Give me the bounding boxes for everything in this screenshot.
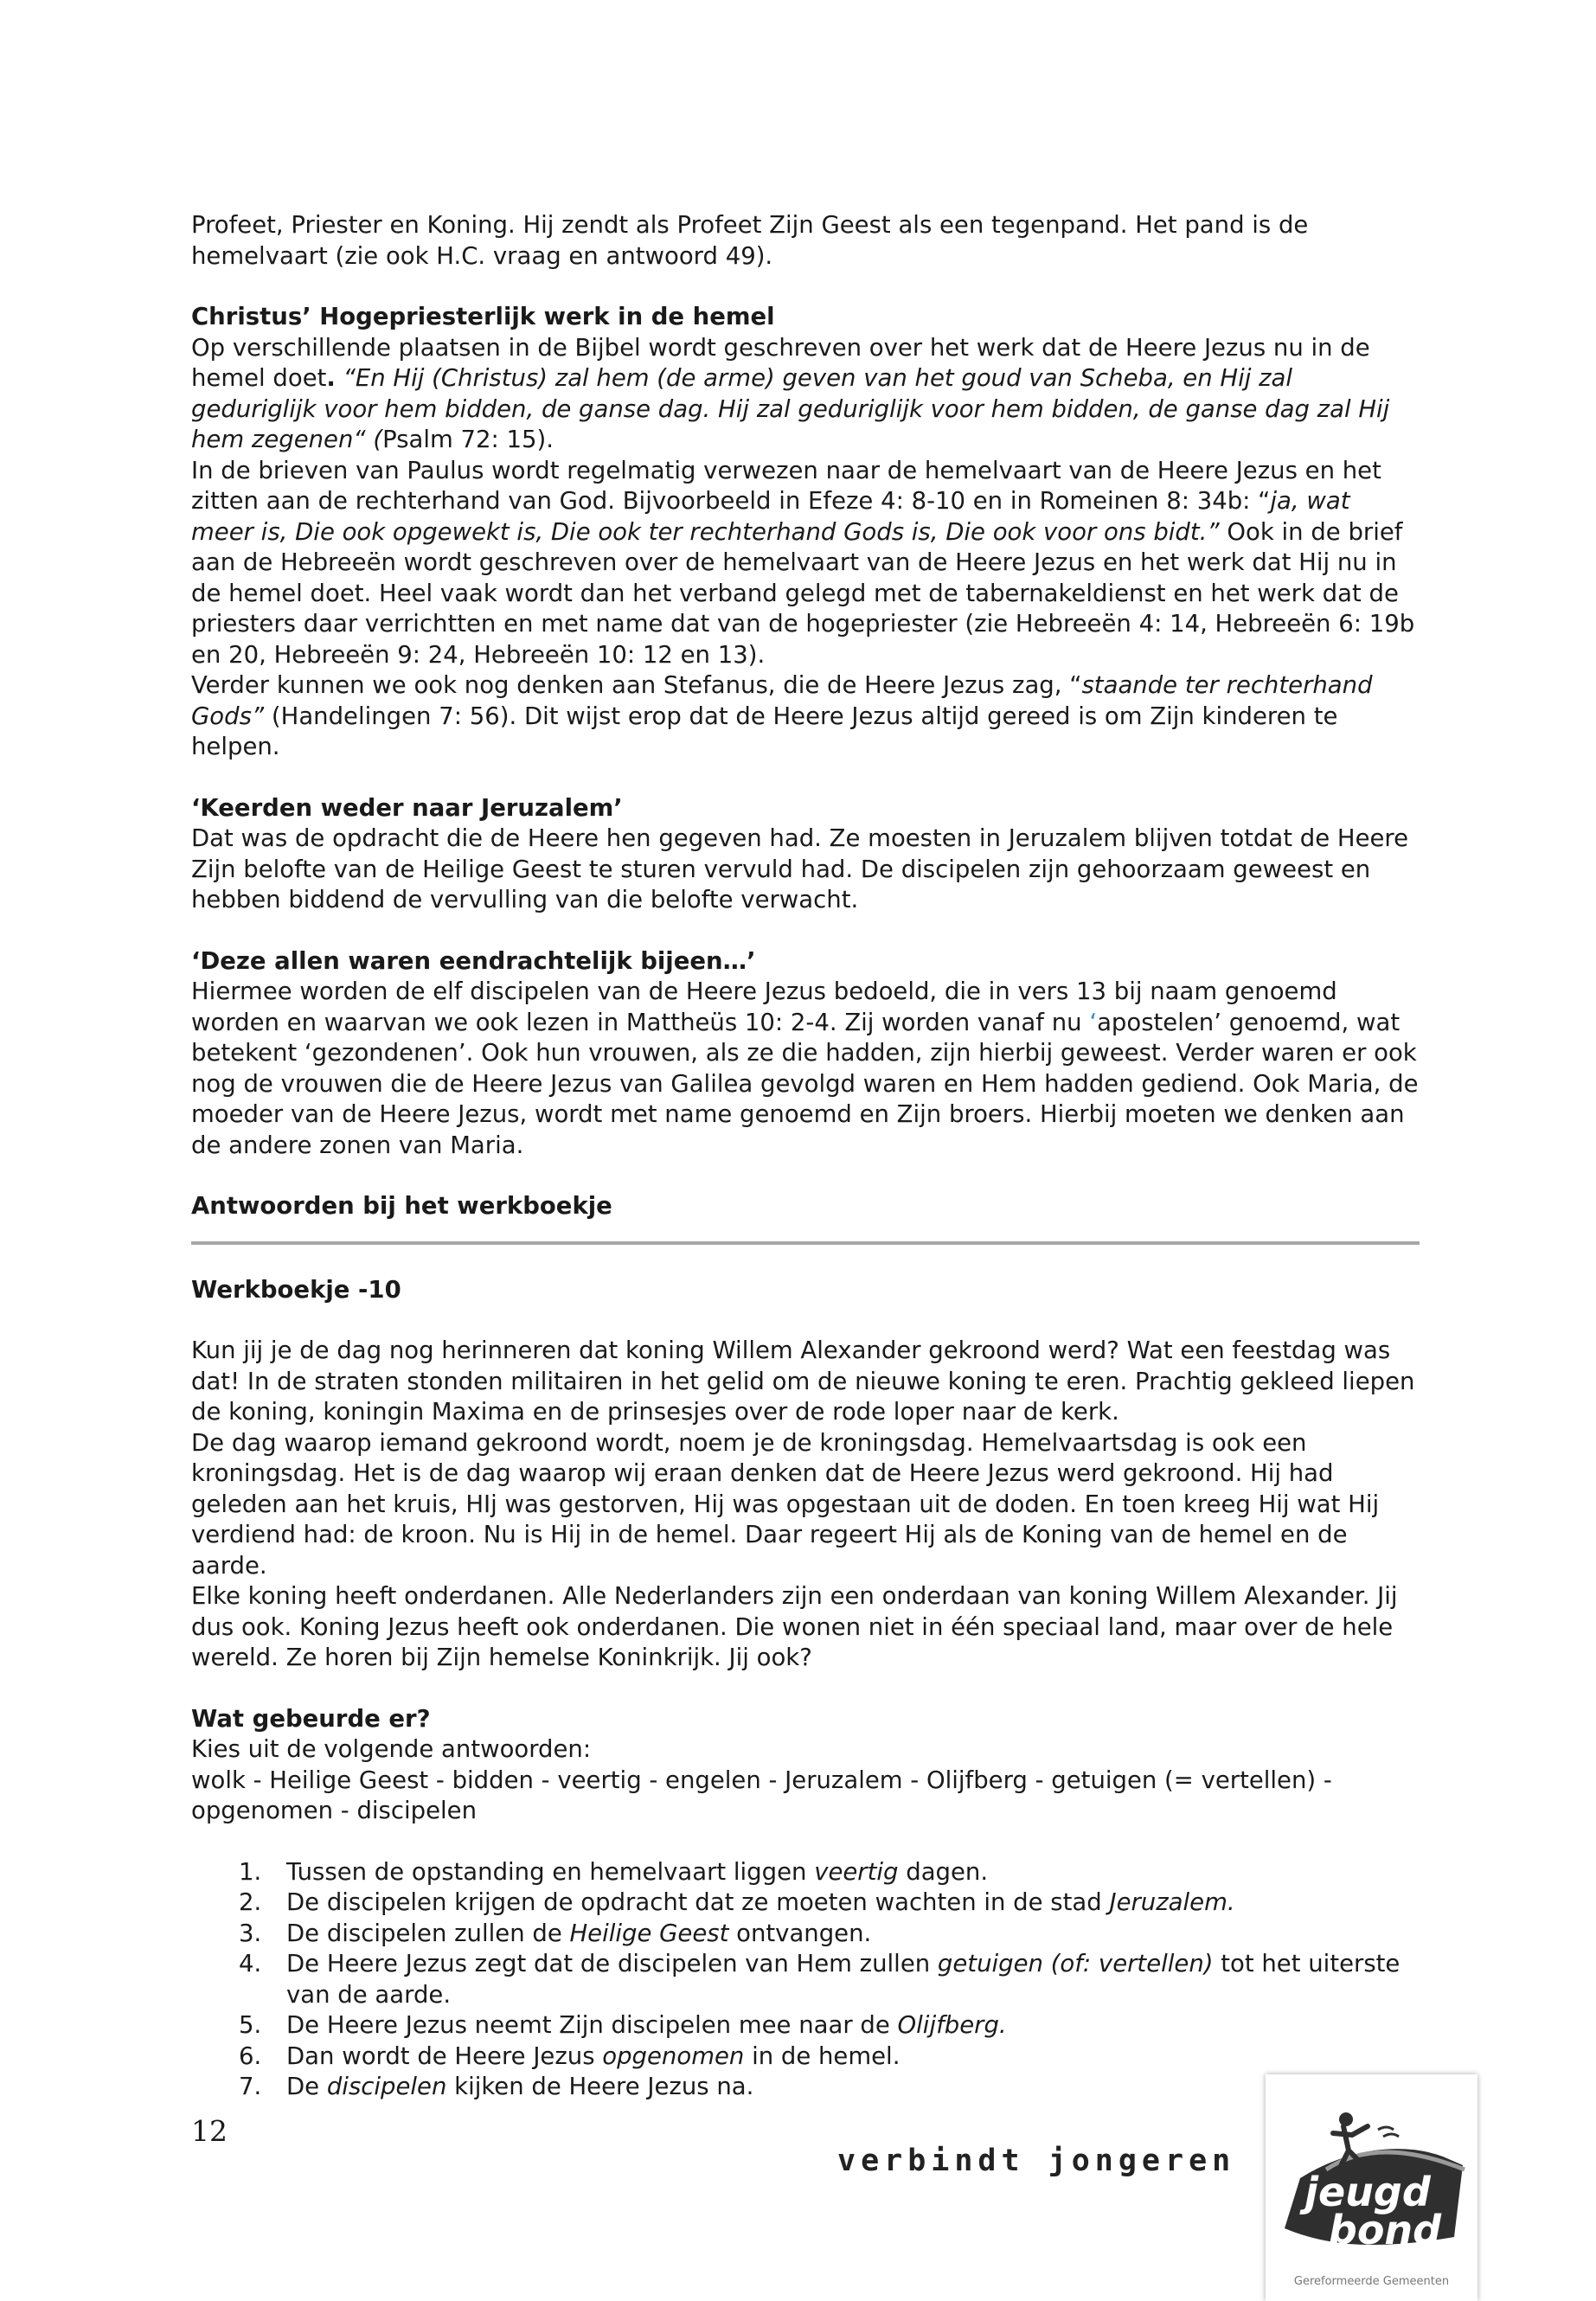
item-number: 5.: [239, 2011, 262, 2039]
item-number: 4.: [239, 1950, 262, 1977]
wat-heading: Wat gebeurde er?: [191, 1704, 431, 1733]
item-number: 6.: [239, 2041, 262, 2070]
quote-span: “En Hij (Christus) zal hem (de arme) geven van het goud van Scheba, en Hij zal geduriglijk voor hem bidden, de ganse dag. Hij zal geduriglijk voor hem bidden, de ganse dag zal Hij hem zegenen“ (: [191, 364, 1390, 453]
section-heading: Christus’ Hogepriesterlijk werk in de hemel: [191, 303, 775, 330]
section-paragraph: [191, 333, 1420, 456]
section-paragraph: [191, 670, 1420, 763]
answer-word: getuigen (of: vertellen): [937, 1950, 1214, 1977]
text-span: Ook in de brief aan de Hebreeën wordt geschreven over de hemelvaart van de Heere Jezus en het werk dat Hij nu in de hemel doet. Heel vaak wordt dan het verband gelegd met de tabernakeldienst en het werk dat de priesters daar verrichtten en met name dat van de hogepriester (zie Hebreeën 4: 14, Hebreeën 6: 19b en 20, Hebreeën 9: 24, Hebreeën 10: 12 en 13).: [191, 517, 1415, 669]
quote-span: ja, wat meer is, Die ook opgewekt is, Die ook ter rechterhand Gods is, Die ook voor ons bidt.”: [191, 487, 1350, 546]
answer-word: veertig: [814, 1857, 899, 1886]
text-span: tot het uiterste van de aarde.: [286, 1950, 1401, 2009]
text-span: Op verschillende plaatsen in de Bijbel wordt geschreven over het werk dat de Heere Jezus nu in de hemel doet: [191, 333, 1370, 392]
item-number: 7.: [239, 2073, 262, 2100]
text-span: Tussen de opstanding en hemelvaart liggen: [286, 1857, 815, 1886]
footer-tagline: verbindt jongeren: [837, 2144, 1236, 2178]
logo-bird: [1378, 2127, 1399, 2137]
item-number: 3.: [239, 1919, 262, 1947]
text-span: (Handelingen 7: 56). Dit wijst erop dat de Heere Jezus altijd gereed is om Zijn kinderen te helpen.: [191, 702, 1338, 760]
text-span: De Heere Jezus neemt Zijn discipelen mee naar de: [286, 2011, 898, 2039]
werkboekje-heading: Werkboekje -10: [191, 1275, 401, 1304]
jeugdbond-logo: [1266, 2074, 1477, 2301]
logo-word-2: bond: [1328, 2207, 1442, 2253]
werkboekje-paragraph: De dag waarop iemand gekroond wordt, noem je de kroningsdag. Hemelvaartsdag is ook een kroningsdag. Het is de dag waarop wij eraan denken dat de Heere Jezus werd gekroond. Hij had geleden aan het kruis, HIj was gestorven, Hij was opgestaan uit de doden. En toen kreeg Hij wat Hij verdiend had: de kroon. Nu is Hij in de hemel. Daar regeert Hij als de Koning van de hemel en de aarde.: [191, 1428, 1380, 1580]
text-span: ontvangen.: [728, 1919, 872, 1947]
list-item: [191, 1888, 1420, 1919]
section-heading: ‘Deze allen waren eendrachtelijk bijeen…’: [191, 946, 756, 975]
answer-word: Olijfberg.: [897, 2011, 1007, 2039]
section-heading: ‘Keerden weder naar Jeruzalem’: [191, 793, 623, 822]
list-item: [191, 2072, 1420, 2103]
answer-word: Heilige Geest: [569, 1919, 729, 1947]
text-span: Hiermee worden de elf discipelen van de Heere Jezus bedoeld, die in vers 13 bij naam genoemd worden en waarvan we ook lezen in Mattheüs 10: 2-4. Zij worden vanaf nu: [191, 977, 1337, 1036]
quote-mark: ‘: [1089, 1008, 1098, 1036]
section-paragraph: [191, 977, 1420, 1161]
werkboekje-paragraph: Elke koning heeft onderdanen. Alle Nederlanders zijn een onderdaan van koning Willem Alexander. Jij dus ook. Koning Jezus heeft ook onderdanen. Die wonen niet in één speciaal land, maar over de hele wereld. Ze horen bij Zijn hemelse Koninkrijk. Jij ook?: [191, 1582, 1398, 1671]
answer-word: Jeruzalem.: [1109, 1888, 1235, 1916]
wat-intro: Kies uit de volgende antwoorden:: [191, 1735, 592, 1763]
text-span: Dan wordt de Heere Jezus: [286, 2041, 603, 2070]
logo-word-1: jeugd: [1304, 2169, 1431, 2215]
text-span: In de brieven van Paulus wordt regelmatig verwezen naar de hemelvaart van de Heere Jezus en het zitten aan de rechterhand van God. Bijvoorbeeld in Efeze 4: 8-10 en in Romeinen 8: 34b: “: [191, 456, 1381, 515]
text-span: kijken de Heere Jezus na.: [446, 2073, 754, 2100]
text-span: De discipelen zullen de: [286, 1919, 570, 1947]
logo-graphic: [1266, 2074, 1477, 2273]
answer-list: [191, 1857, 1420, 2103]
text-span: Psalm 72: 15).: [382, 426, 554, 453]
list-item: [191, 2010, 1420, 2041]
logo-figure-head: [1339, 2112, 1353, 2126]
text-span: apostelen’ genoemd, wat betekent ‘gezondenen’. Ook hun vrouwen, als ze die hadden, zijn hierbij geweest. Verder waren er ook nog de vrouwen die de Heere Jezus van Galilea gevolgd waren en Hem hadden gediend. Ook Maria, de moeder van de Heere Jezus, wordt met name genoemd en Zijn broers. Hierbij moeten we denken aan de andere zonen van Maria.: [191, 1008, 1419, 1159]
text-span: De: [286, 2073, 327, 2100]
list-item: [191, 1919, 1420, 1950]
page-number: 12: [191, 2114, 228, 2148]
text-span: dagen.: [898, 1857, 989, 1886]
section-paragraph: [191, 456, 1420, 671]
item-number: 1.: [239, 1857, 262, 1886]
werkboekje-paragraph: Kun jij je de dag nog herinneren dat koning Willem Alexander gekroond werd? Wat een feestdag was dat! In de straten stonden militairen in het gelid om de nieuwe koning te eren. Prachtig gekleed liepen de koning, koningin Maxima en de prinsesjes over de rode loper naar de kerk.: [191, 1336, 1415, 1426]
answer-word: discipelen: [326, 2073, 447, 2100]
quote-span: staande ter rechterhand Gods”: [191, 671, 1373, 730]
text-span: De Heere Jezus zegt dat de discipelen van Hem zullen: [286, 1950, 938, 1977]
answers-heading: Antwoorden bij het werkboekje: [191, 1192, 612, 1220]
text-span: Verder kunnen we ook nog denken aan Stefanus, die de Heere Jezus zag, “: [191, 671, 1082, 699]
page-content: [191, 210, 1420, 2103]
intro-paragraph: Profeet, Priester en Koning. Hij zendt als Profeet Zijn Geest als een tegenpand. Het pand is de hemelvaart (zie ook H.C. vraag en antwoord 49).: [191, 211, 1309, 270]
list-item: [191, 1857, 1420, 1888]
list-item: [191, 1949, 1420, 2010]
wat-options: wolk - Heilige Geest - bidden - veertig - engelen - Jeruzalem - Olijfberg - getuigen (= vertellen) - opgenomen - discipelen: [191, 1766, 1332, 1824]
text-span: De discipelen krijgen de opdracht dat ze moeten wachten in de stad: [286, 1888, 1110, 1916]
item-number: 2.: [239, 1888, 262, 1916]
answer-word: opgenomen: [602, 2041, 745, 2070]
logo-subtitle: Gereformeerde Gemeenten: [1293, 2275, 1450, 2288]
section-paragraph: Dat was de opdracht die de Heere hen gegeven had. Ze moesten in Jeruzalem blijven totdat de Heere Zijn belofte van de Heilige Geest te sturen vervuld had. De discipelen zijn gehoorzaam geweest en hebben biddend de vervulling van die belofte verwacht.: [191, 824, 1409, 913]
text-span: in de hemel.: [744, 2041, 901, 2070]
list-item: [191, 2041, 1420, 2073]
text-span: .: [326, 364, 336, 392]
